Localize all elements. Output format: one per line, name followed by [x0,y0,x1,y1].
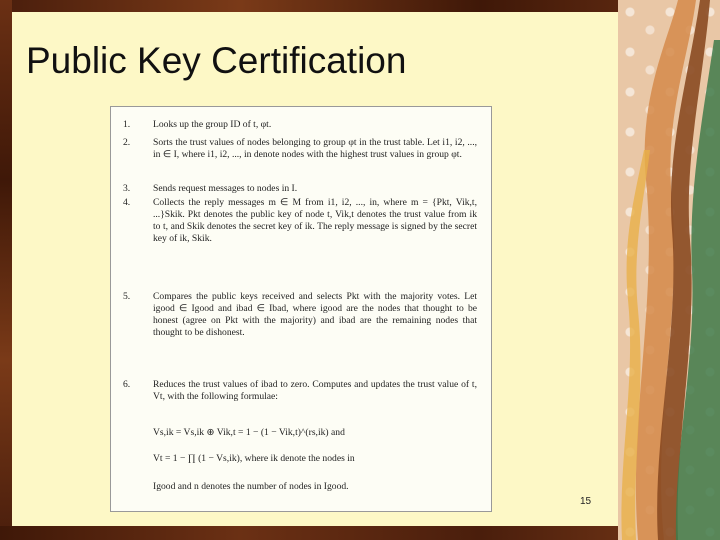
ribbon-decoration [618,0,720,540]
step-text: Looks up the group ID of t, φt. [153,119,272,130]
step-text: Collects the reply messages m ∈ M from i1, i2, ..., in, where m = {Pkt, Vik,t, ...}Skik. Pkt denotes the public key of node t, Vik,t denotes the trust value from ik to t, and Skik denotes the secret key of ik. The reply message is signed by the secret key of ik, Skik. [153,197,477,244]
formula-2: Vt = 1 − ∏ (1 − Vs,ik), where ik denote the nodes in [153,453,355,464]
step-number: 2. [123,137,131,148]
frame-left [0,0,12,540]
formula-1: Vs,ik = Vs,ik ⊕ Vik,t = 1 − (1 − Vik,t)^(rs,ik) and [153,427,345,438]
step-number: 5. [123,291,131,302]
page-number: 15 [580,496,592,507]
step-number: 1. [123,119,131,130]
frame-bottom [0,526,720,540]
slide-title: Public Key Certification [26,40,407,81]
step-number: 3. [123,183,131,194]
step-number: 4. [123,197,131,208]
step-number: 6. [123,379,131,390]
algorithm-figure [110,106,492,512]
step-text: Compares the public keys received and selects Pkt with the majority votes. Let igood ∈ Igood and ibad ∈ Ibad, where igood are the nodes that thought to be honest (agree on Pkt with the majority) and ibad are the remaining nodes that thought to be dishonest. [153,291,477,338]
step-text: Sends request messages to nodes in I. [153,183,298,194]
frame-top [0,0,720,12]
step-text: Reduces the trust values of ibad to zero. Computes and updates the trust value of t, Vt, with the following formulae: [153,379,477,402]
algorithm-steps [111,107,491,511]
formula-3: Igood and n denotes the number of nodes in Igood. [153,481,349,492]
step-text: Sorts the trust values of nodes belonging to group φt in the trust table. Let i1, i2, ..., in ∈ I, where i1, i2, ..., in denote nodes with the highest trust values in group φt. [153,137,477,160]
decorative-strip [618,0,720,540]
